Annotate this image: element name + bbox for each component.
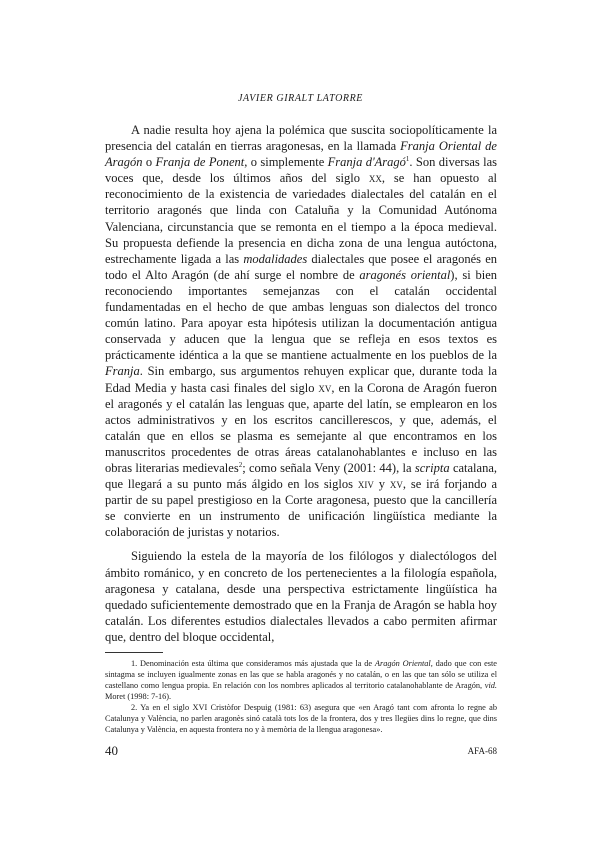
text-run: catalana, que llegará a su punto más álgido en los siglos bbox=[105, 460, 497, 492]
text-run: . Son diversas las voces que, desde los últimos años del siglo bbox=[105, 155, 497, 186]
text-run: y bbox=[373, 477, 390, 492]
text-run: Moret (1998: 7-16). bbox=[105, 692, 172, 701]
text-run: , o simplemente bbox=[244, 155, 328, 170]
main-text bbox=[105, 122, 497, 645]
italic-term: Franja Oriental de Aragón bbox=[105, 139, 497, 170]
italic-term: Franja d'Aragó bbox=[327, 155, 406, 170]
italic-term: aragonés oriental bbox=[359, 267, 451, 282]
text-run: . Sin embargo, sus argumentos rehuyen explicar que, durante toda la Edad Media y hasta casi finales del siglo bbox=[105, 364, 497, 395]
text-run: , se han opuesto al reconocimiento de la existencia de variedades dialectales del catalán en el territorio aragonés que linda con Cataluña y la Comunidad Autónoma Valenciana, circunstancia que se remonta en el tiempo a la época medieval. Su propuesta defiende la presencia en dicha zona de una lengua autóctona, estrechamente ligada a las bbox=[105, 171, 497, 266]
text-run: o bbox=[142, 155, 156, 170]
footnote-2: 2. Ya en el siglo XVI Cristòfor Despuig (1981: 63) asegura que «en Aragó tant com afronta lo regne ab Catalunya y València, no parlen aragonès sinó català tots los de la frontera, dos y tres llegües dins lo regne, que dins Catalunya y València, en aquesta frontera no y à memòria de la llengua aragonesa». bbox=[105, 703, 497, 734]
century-numeral: xv bbox=[389, 477, 403, 492]
italic-term: Franja bbox=[105, 364, 140, 379]
footnotes bbox=[105, 658, 497, 735]
italic-term: vid. bbox=[484, 681, 497, 690]
footnote-ref-1[interactable]: 1 bbox=[405, 155, 410, 164]
text-run: dialectales que posee el aragonés en todo el Alto Aragón (de ahí surge el nombre de bbox=[105, 251, 497, 282]
paragraph-2: Siguiendo la estela de la mayoría de los filólogos y dialectólogos del ámbito románico, y en concreto de los pertenecientes a la filología española, aragonesa y catalana, desde una perspectiva estrictamente lingüística ha quedado suficientemente demostrado que en la Franja de Aragón se habla hoy catalán. Los diferentes estudios dialectales llevados a cabo permiten afirmar que, dentro del bloque occidental, bbox=[105, 549, 497, 644]
text-run: , dado que con este sintagma se incluyen igualmente zonas en las que se habla aragonés y no catalán, o en las que tan sólo se utiliza el castellano como lengua propia. En relación con los nombres aplicados al territorio catalanohablante de Aragón, bbox=[105, 659, 497, 690]
paragraph-1 bbox=[105, 122, 497, 540]
text-run: 1. Denominación esta última que consideramos más ajustada que la de bbox=[131, 659, 375, 668]
italic-term: scripta bbox=[414, 460, 450, 475]
footnote-1 bbox=[105, 658, 497, 702]
italic-term: modalidades bbox=[243, 251, 308, 266]
footnote-divider bbox=[105, 652, 163, 653]
text-run: ), si bien reconociendo importantes semejanzas con el catalán occidental fundamentadas en el hecho de que ambas lenguas son dialectos del tronco común latino. Para apoyar esta hipótesis utilizan la documentación antigua conservada y aducen que la lengua que se refleja en esos textos es prácticamente idéntica a la que se mantiene actualmente en los pueblos de la bbox=[105, 267, 497, 363]
text-run: A nadie resulta hoy ajena la polémica que suscita sociopolíticamente la presencia del catalán en tierras aragonesas, en la llamada bbox=[105, 123, 497, 154]
text-run: , en la Corona de Aragón fueron el aragonés y el catalán las lenguas que, aparte del latín, se emplearon en los actos administrativos y en los escritos cancillerescos, y que, además, el catalán que en ellos se plasma es semejante al que encontramos en los manuscritos procedentes de otras áreas catalanohablantes e incluso en las obras literarias medievales bbox=[105, 380, 497, 475]
page-number: 40 bbox=[105, 743, 118, 758]
century-numeral: xiv bbox=[357, 477, 374, 492]
text-run: , se irá forjando a partir de su papel prestigioso en la Corte aragonesa, puesto que la cancillería se convierte en un instrumento de unificación lingüística mediante la colaboración de juristas y notarios. bbox=[105, 477, 497, 540]
footnote-ref-2[interactable]: 2 bbox=[238, 460, 243, 469]
century-numeral: xv bbox=[318, 380, 332, 395]
text-run: ; como señala Veny (2001: 44), la bbox=[242, 460, 415, 475]
century-numeral: xx bbox=[368, 171, 382, 186]
journal-id: AFA-68 bbox=[467, 746, 497, 756]
italic-term: Franja de Ponent bbox=[155, 155, 245, 170]
running-head: JAVIER GIRALT LATORRE bbox=[237, 93, 364, 104]
italic-term: Aragón Oriental bbox=[374, 659, 431, 668]
